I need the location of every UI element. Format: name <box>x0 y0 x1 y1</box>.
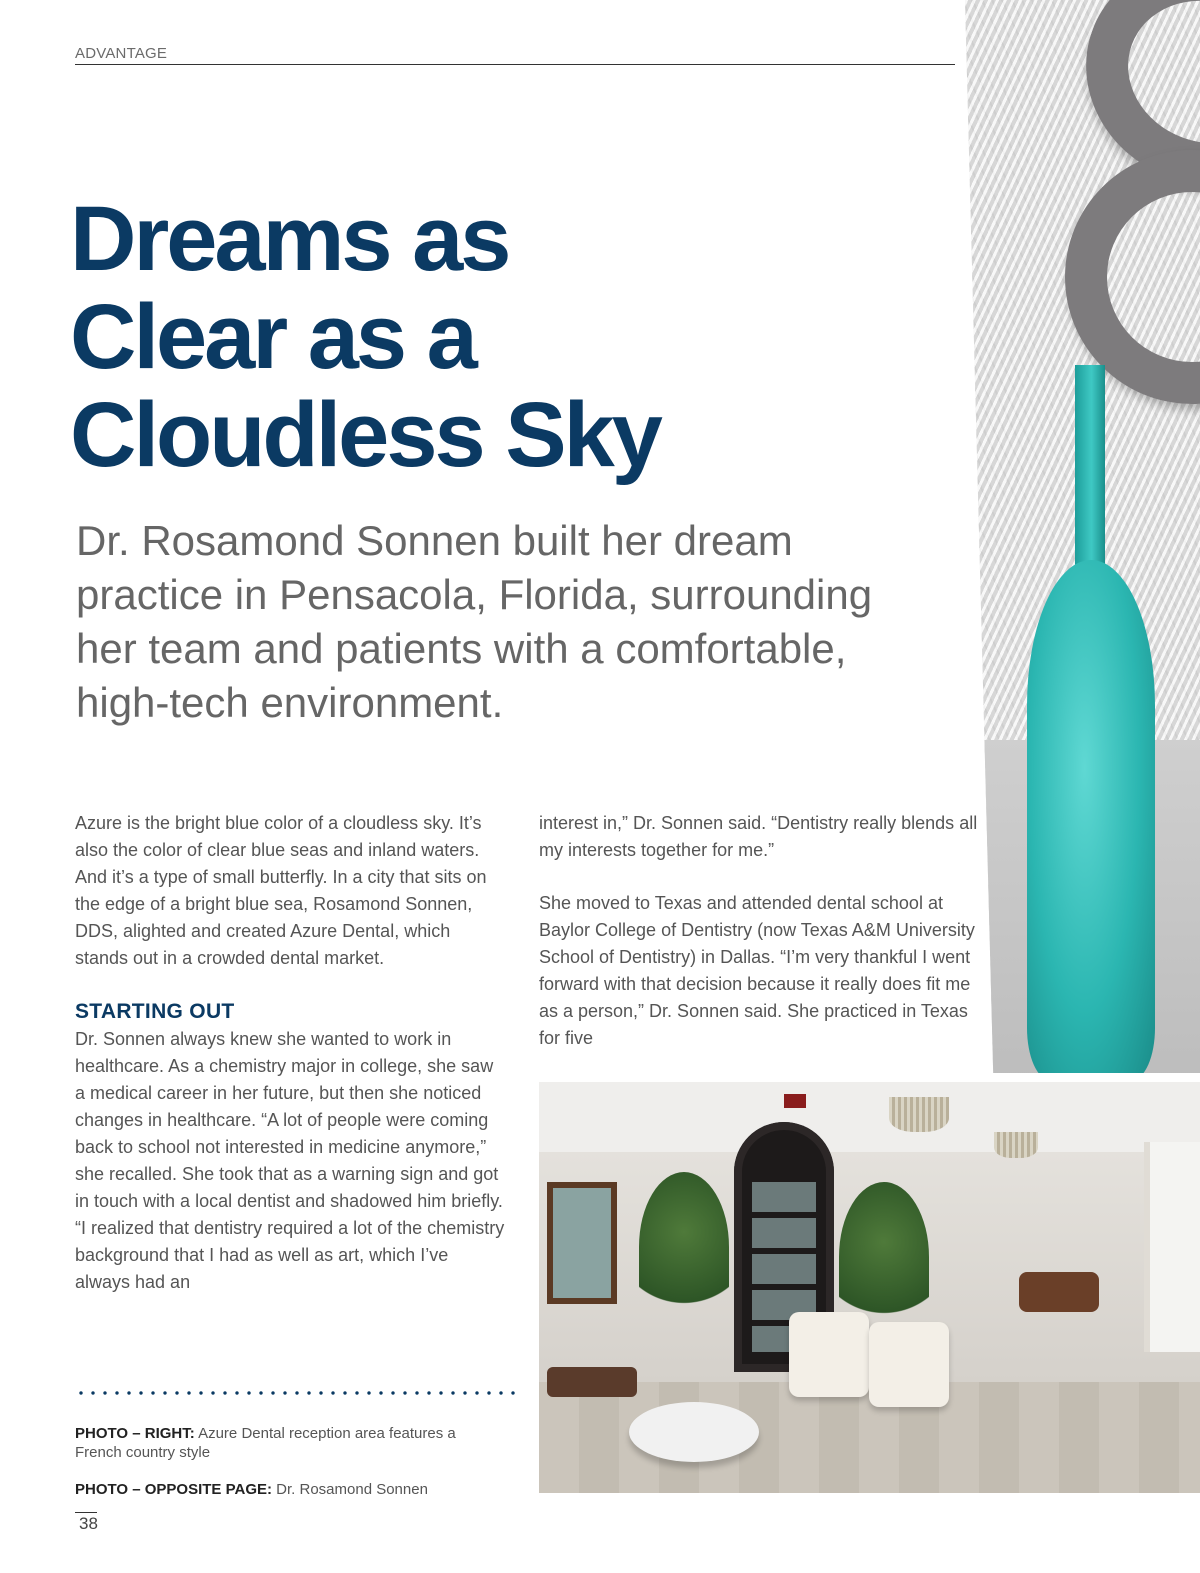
chandelier <box>994 1132 1038 1158</box>
vase-body <box>1027 560 1155 1073</box>
article-deck: Dr. Rosamond Sonnen built her dream practice in Pensacola, Florida, surrounding her team and patients with a comfortable, high-tech environment. <box>76 517 873 726</box>
section-label: ADVANTAGE <box>75 45 168 62</box>
body-column-left <box>75 810 505 1322</box>
exit-sign <box>784 1094 806 1108</box>
article-title <box>70 190 770 484</box>
caption-text: Azure Dental reception area features a French country style <box>75 1425 456 1461</box>
armchair <box>869 1322 949 1407</box>
header-rule <box>75 64 955 65</box>
photo-vase-wall <box>965 0 1200 1073</box>
subhead-starting-out: STARTING OUT <box>75 1000 235 1023</box>
photo-reception-area <box>539 1082 1200 1493</box>
photo-caption-right <box>75 1424 495 1462</box>
photo-caption-opposite <box>75 1480 495 1499</box>
title-line-1: Dreams as <box>70 188 509 290</box>
armchair <box>789 1312 869 1397</box>
chandelier <box>889 1097 949 1132</box>
page-number: 38 <box>79 1514 98 1533</box>
title-line-2: Clear as a <box>70 286 475 388</box>
caption-text: Dr. Rosamond Sonnen <box>272 1481 428 1498</box>
bench <box>547 1367 637 1397</box>
body-paragraph: She moved to Texas and attended dental school at Baylor College of Dentistry (now Texas A&M University School of Dentistry) in Dallas. “I’m very thankful I went forward with that decision because it really does fit me as a person,” Dr. Sonnen said. She practiced in Texas for five <box>539 893 975 1048</box>
caption-label: PHOTO – OPPOSITE PAGE: <box>75 1481 272 1498</box>
palm-plant <box>839 1182 929 1332</box>
folio-rule <box>75 1512 97 1513</box>
title-line-3: Cloudless Sky <box>70 384 660 486</box>
dotted-divider <box>75 1390 515 1396</box>
wall-art <box>547 1182 617 1304</box>
intro-paragraph: Azure is the bright blue color of a cloudless sky. It’s also the color of clear blue seas and inland waters. And it’s a type of small butterfly. In a city that sits on the edge of a bright blue sea, Rosamond Sonnen, DDS, alighted and created Azure Dental, which stands out in a crowded dental market. <box>75 813 487 968</box>
window <box>1144 1142 1200 1352</box>
body-column-right <box>539 810 979 1078</box>
coffee-table <box>629 1402 759 1462</box>
caption-label: PHOTO – RIGHT: <box>75 1425 195 1442</box>
body-paragraph-continued: interest in,” Dr. Sonnen said. “Dentistry really blends all my interests together for me.” <box>539 813 978 860</box>
photo-ceiling <box>539 1082 1200 1152</box>
sofa <box>1019 1272 1099 1312</box>
palm-plant <box>639 1172 729 1322</box>
body-paragraph: Dr. Sonnen always knew she wanted to work in healthcare. As a chemistry major in college, she saw a medical career in her future, but then she noticed changes in healthcare. “A lot of people were coming back to school not interested in medicine anymore,” she recalled. She took that as a warning sign and got in touch with a local dentist and shadowed him briefly. “I realized that dentistry required a lot of the chemistry background that I had as well as art, which I’ve always had an <box>75 1029 505 1292</box>
